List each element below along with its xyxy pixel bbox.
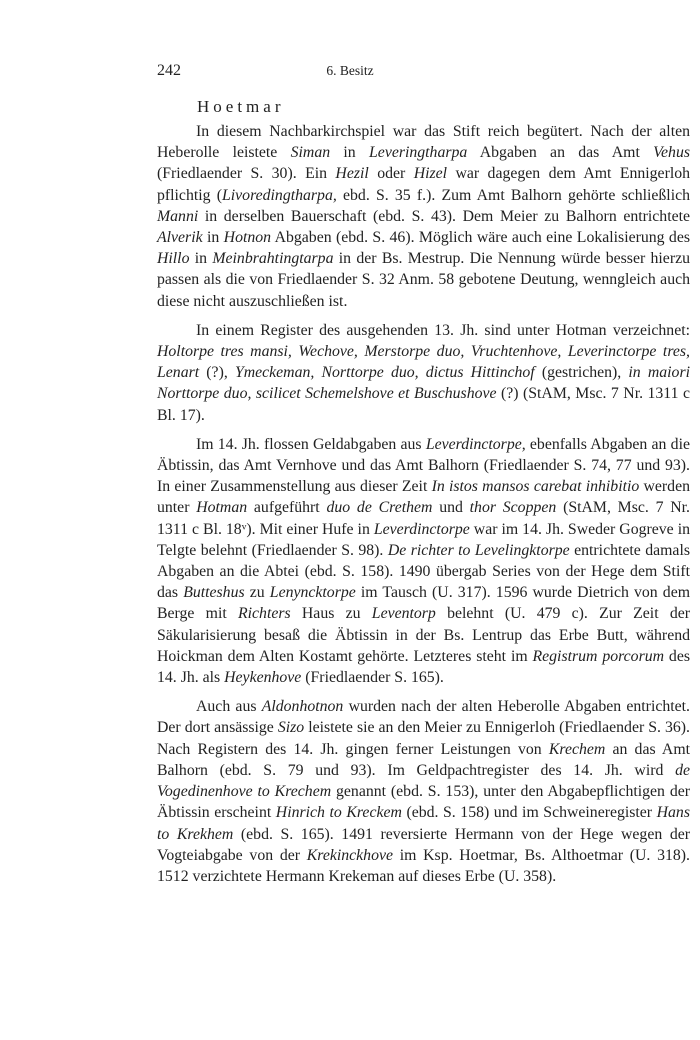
italic-text-run: thor Scoppen (469, 499, 557, 517)
text-run: Haus zu (290, 605, 372, 623)
text-run: Abgaben an das Amt (467, 144, 654, 162)
text-run: (Friedlaender S. 30). Ein (157, 165, 336, 183)
text-run: war im 14. Jh. Sweder Gogreve in Telgte belehnt (Friedlaender S. 98). (157, 520, 690, 559)
text-run: entrichtete damals Abgaben an die Abtei (ebd. S. 158). 1490 übergab Series von der Hege dem Stift das (157, 541, 690, 602)
paragraph (157, 434, 690, 688)
paragraph (157, 121, 690, 312)
text-run: in (202, 229, 224, 247)
italic-text-run: Alverik (157, 229, 203, 247)
text-run: im Tausch (U. 317). 1596 wurde Dietrich von dem Berge mit (157, 584, 690, 623)
italic-text-run: Richters (238, 605, 291, 623)
section-heading: Hoetmar (197, 97, 285, 116)
italic-text-run: Lenyncktorpe (269, 584, 356, 602)
italic-text-run: Aldonhotnon (261, 698, 344, 716)
italic-text-run: duo de Crethem (326, 499, 433, 517)
text-run: (gestrichen), (534, 364, 629, 382)
text-run: ebenfalls Abgaben an die Äbtissin, das Amt Vernhove und das Amt Balhorn (Friedlaender S. 74, 77 und 93). In einer Zusammenstellung aus dieser Zeit (157, 435, 690, 496)
italic-text-run: Leventorp (371, 605, 436, 623)
text-run: in derselben Bauerschaft (ebd. S. 43). Dem Meier zu Balhorn entrichtete (198, 207, 690, 225)
text-run: oder (368, 165, 414, 183)
text-run: leistete sie an den Meier zu Ennigerloh (Friedlaender S. 36). Nach Registern des 14. Jh. gingen ferner Leistungen von (157, 719, 690, 758)
running-title: 6. Besitz (326, 63, 374, 78)
text-run: in der Bs. Mestrup. Die Nennung würde besser hierzu passen als die von Friedlaender S. 32 Anm. 58 gebotene Deutung, wenngleich auch diese nicht auszuschließen ist. (157, 250, 690, 310)
text-run: war dagegen dem Amt Ennigerloh pflichtig ( (157, 165, 691, 204)
italic-text-run: Hizel (413, 165, 448, 183)
page-number: 242 (157, 62, 181, 79)
text-run: und (432, 499, 470, 517)
text-run: an das Amt Balhorn (ebd. S. 79 und 93). Im Geldpachtregister des 14. Jh. wird (157, 740, 691, 779)
italic-text-run: Hinrich to Kreckem (275, 804, 402, 822)
italic-text-run: Meinbrahtingtarpa (212, 250, 334, 268)
italic-text-run: Livoredingtharpa, (221, 186, 337, 204)
italic-text-run: Butteshus (183, 584, 245, 602)
text-run: genannt (ebd. S. 153), unter den Abgabepflichtigen der Äbtissin erscheint (157, 783, 690, 822)
text-run: Im 14. Jh. flossen Geldabgaben aus (196, 435, 426, 453)
text-run: (StAM, Msc. 7 Nr. 1311 c Bl. 18ᵛ). Mit einer Hufe in (157, 499, 691, 538)
italic-text-run: Krekinckhove (306, 846, 394, 864)
paragraph (157, 320, 690, 426)
italic-text-run: Manni (157, 207, 199, 225)
italic-text-run: Ymeckeman, Norttorpe duo, dictus Hittinchof (234, 364, 535, 382)
paragraph (157, 696, 690, 887)
text-run: (?), (199, 364, 235, 382)
text-run: aufgeführt (247, 499, 327, 517)
italic-text-run: Registrum porcorum (532, 647, 665, 665)
italic-text-run: Sizo (277, 719, 305, 737)
text-run: (ebd. S. 158) und im Schweineregister (401, 804, 657, 822)
italic-text-run: Heykenhove (224, 669, 302, 687)
text-run: Abgaben (ebd. S. 46). Möglich wäre auch eine Lokalisierung des (271, 229, 690, 247)
text-run: in (189, 250, 213, 268)
text-run: Auch aus (196, 698, 262, 716)
text-run: ebd. S. 35 f.). Zum Amt Balhorn gehörte schließlich (336, 186, 690, 204)
text-run: des 14. Jh. als (157, 647, 690, 687)
italic-text-run: In istos mansos carebat inhibitio (431, 478, 640, 496)
italic-text-run: Hans to Krekhem (157, 804, 690, 843)
text-run: belehnt (U. 479 c). Zur Zeit der Säkularisierung besaß die Äbtissin in der Bs. Lentrup das Erbe Butt, während Hoickman dem Alten Kostamt gehörte. Letzteres steht im (157, 605, 691, 665)
text-run: (Friedlaender S. 165). (301, 669, 444, 687)
text-run: (ebd. S. 165). 1491 reversierte Hermann von der Hege wegen der Vogteiabgabe von der (157, 825, 690, 864)
italic-text-run: Holtorpe tres mansi, Wechove, Merstorpe duo, Vruchtenhove, Leverinctorpe tres, Lenart (157, 343, 690, 382)
italic-text-run: Leverdinctorpe, (425, 435, 526, 453)
page-header (0, 62, 700, 86)
italic-text-run: Hotnon (223, 229, 272, 247)
italic-text-run: Siman (290, 144, 331, 162)
text-run: In diesem Nachbarkirchspiel war das Stift reich begütert. Nach der alten Heberolle leistete (157, 123, 690, 162)
text-run: im Ksp. Hoetmar, Bs. Althoetmar (U. 318). 1512 verzichtete Hermann Krekeman auf dieses Erbe (U. 358). (157, 846, 690, 885)
italic-text-run: Leveringtharpa (369, 144, 468, 162)
italic-text-run: Hezil (335, 165, 369, 183)
text-run: (?) (StAM, Msc. 7 Nr. 1311 c Bl. 17). (157, 385, 690, 424)
text-run: wurden nach der alten Heberolle Abgaben entrichtet. Der dort ansässige (157, 698, 690, 737)
italic-text-run: Hillo (157, 250, 190, 268)
text-run: werden unter (157, 478, 690, 517)
italic-text-run: in maiori Norttorpe duo, scilicet Schemelshove et Buschushove (157, 364, 690, 403)
text-run: in (330, 144, 370, 162)
italic-text-run: De richter to Levelingktorpe (387, 541, 570, 559)
italic-text-run: Hotman (196, 499, 248, 517)
text-run: zu (244, 584, 270, 602)
text-run: In einem Register des ausgehenden 13. Jh. sind unter Hotman verzeichnet: (196, 321, 690, 339)
body-text (157, 121, 690, 895)
italic-text-run: Vehus (653, 144, 690, 162)
italic-text-run: Krechem (548, 740, 606, 758)
italic-text-run: Leverdinctorpe (373, 520, 470, 538)
italic-text-run: de Vogedinenhove to Krechem (157, 761, 690, 801)
